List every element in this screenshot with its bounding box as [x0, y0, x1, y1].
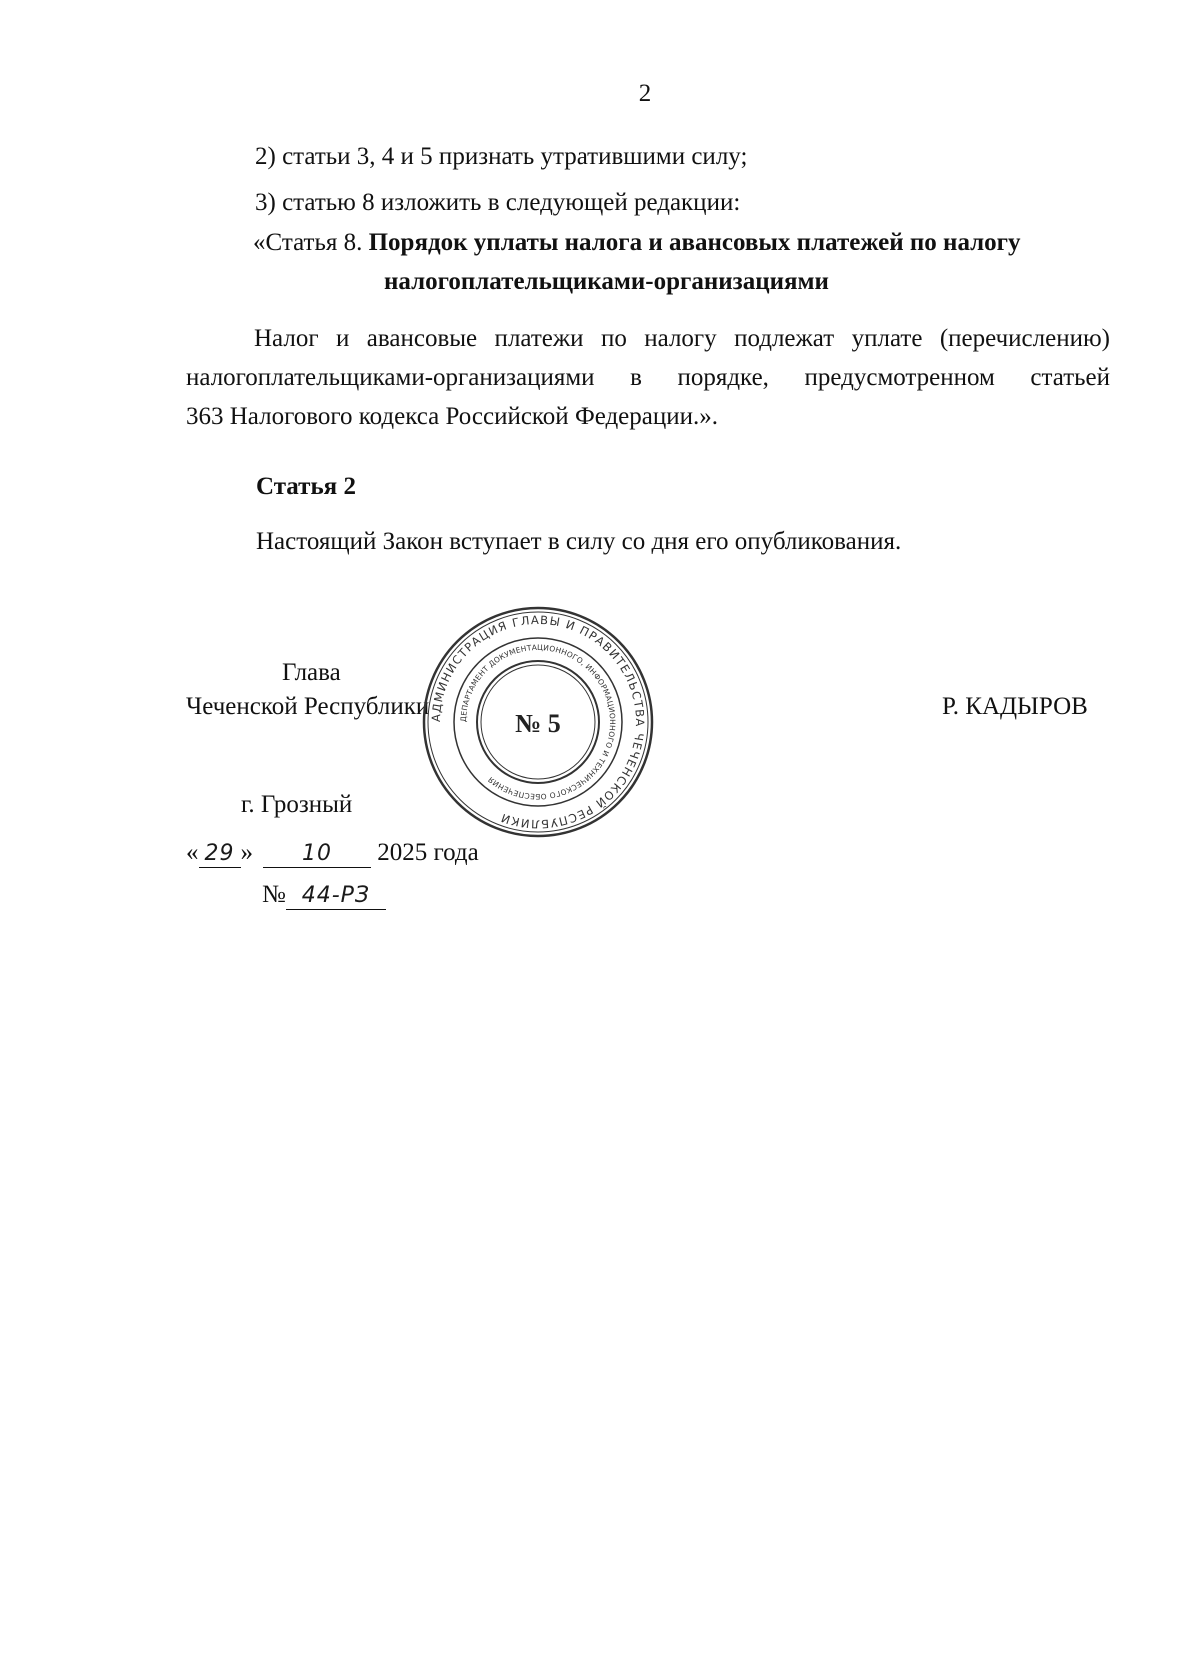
article-2-heading: Статья 2 — [256, 473, 356, 500]
article-8-body-line3: 363 Налогового кодекса Российской Федерации.». — [186, 403, 719, 430]
date-day: 29 — [204, 841, 235, 866]
date-close-quote: » — [240, 839, 253, 866]
article-8-body-line1: Налог и авансовые платежи по налогу подлежат уплате (перечислению) — [254, 325, 1110, 352]
date-year: 2025 года — [377, 839, 479, 866]
page-number: 2 — [638, 80, 652, 107]
article-2-text: Настоящий Закон вступает в силу со дня его опубликования. — [256, 528, 902, 555]
law-number-value: 44-РЗ — [301, 883, 371, 908]
signature-position-line1: Глава — [282, 659, 341, 686]
article-8-title-line2: налогоплательщиками-организациями — [384, 268, 829, 295]
seal-inner-text: ДЕПАРТАМЕНТ ДОКУМЕНТАЦИОННОГО, ИНФОРМАЦИОННОГО И ТЕХНИЧЕСКОГО ОБЕСПЕЧЕНИЯ — [458, 642, 618, 802]
article-8-body-line2: налогоплательщиками-организациями в порядке, предусмотренном статьей — [186, 364, 1110, 391]
amendment-item-2: 2) статьи 3, 4 и 5 признать утратившими силу; — [255, 143, 748, 170]
seal-outer-text: АДМИНИСТРАЦИЯ ГЛАВЫ И ПРАВИТЕЛЬСТВА ЧЕЧЕНСКОЙ РЕСПУБЛИКИ — [428, 612, 648, 832]
date-open-quote: « — [186, 839, 199, 866]
date-month: 10 — [302, 841, 332, 866]
signature-name: Р. КАДЫРОВ — [942, 693, 1088, 720]
article-8-prefix: «Статья 8. — [253, 229, 363, 256]
official-seal-icon — [420, 604, 656, 840]
seal-number: № 5 — [515, 709, 561, 738]
article-8-title-line1: Порядок уплаты налога и авансовых платежей по налогу — [368, 229, 1021, 256]
date-line — [186, 836, 479, 870]
law-number-line — [262, 878, 386, 912]
amendment-item-3: 3) статью 8 изложить в следующей редакции: — [255, 189, 741, 216]
article-8-title — [253, 226, 1021, 260]
city: г. Грозный — [241, 791, 353, 818]
law-number-label: № — [262, 881, 286, 908]
signature-position-line2: Чеченской Республики — [186, 693, 430, 720]
